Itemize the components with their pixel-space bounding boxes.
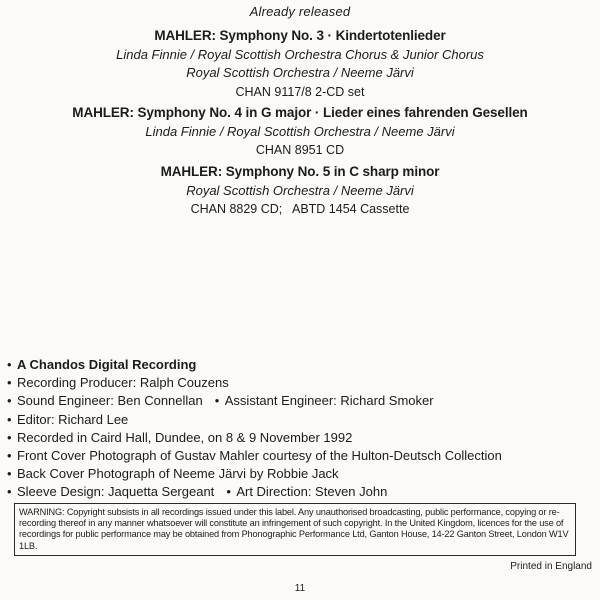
credit-recorded: Recorded in Caird Hall, Dundee, on 8 & 9 November 1992 — [17, 429, 353, 445]
bullet: • — [7, 466, 12, 482]
bullet: • — [7, 411, 12, 427]
already-released-heading: Already released — [249, 4, 351, 19]
credit-item — [7, 429, 597, 447]
credit-item — [7, 374, 597, 392]
credit-item — [7, 465, 597, 483]
page-number: 11 — [294, 583, 306, 594]
bullet: • — [7, 448, 12, 464]
credit-item — [7, 356, 597, 374]
release-title: MAHLER: Symphony No. 3 · Kindertotenlieder — [154, 28, 446, 43]
credit-sleeve-design: Sleeve Design: Jaquetta Sergeant — [17, 484, 215, 500]
release-title: MAHLER: Symphony No. 4 in G major · Lieder eines fahrenden Gesellen — [72, 105, 528, 120]
bullet: • — [7, 429, 12, 445]
credit-item — [7, 447, 597, 465]
credit-item — [7, 483, 597, 501]
printed-in-label: Printed in England — [510, 561, 592, 572]
release-performers: Linda Finnie / Royal Scottish Orchestra / Neeme Järvi — [145, 123, 455, 139]
release-catalogue: CHAN 9117/8 2-CD set — [235, 84, 365, 99]
release-entry — [0, 27, 600, 101]
credit-sound-engineer: Sound Engineer: Ben Connellan — [17, 393, 203, 409]
copyright-warning-box: WARNING: Copyright subsists in all recordings issued under this label. Any unauthorised broadcasting, public performance, copying or re-recording thereof in any manner whatsoever will constitute an infringement of such copyright. In the United Kingdom, licences for the use of recordings for public performance may be obtained from Phonographic Performance Ltd, Ganton House, 14-22 Ganton Street, London W1V 1LB. — [14, 503, 576, 556]
credit-front-cover: Front Cover Photograph of Gustav Mahler courtesy of the Hulton-Deutsch Collection — [17, 448, 502, 464]
credit-assistant-engineer: Assistant Engineer: Richard Smoker — [224, 393, 434, 409]
credits-list — [7, 356, 597, 502]
credit-item — [7, 392, 597, 410]
credit-art-direction: Art Direction: Steven John — [236, 484, 388, 500]
release-entry — [0, 163, 600, 219]
credit-digital-recording: A Chandos Digital Recording — [17, 357, 197, 372]
release-performers: Royal Scottish Orchestra / Neeme Järvi — [186, 182, 414, 198]
bullet: • — [226, 484, 231, 500]
credit-item — [7, 411, 597, 429]
bullet: • — [7, 484, 12, 500]
release-entry — [0, 104, 600, 160]
credit-editor: Editor: Richard Lee — [17, 411, 129, 427]
bullet: • — [7, 393, 12, 409]
bullet: • — [214, 393, 220, 409]
credit-back-cover: Back Cover Photograph of Neeme Järvi by Robbie Jack — [17, 466, 339, 482]
release-catalogue: CHAN 8829 CD; ABTD 1454 Cassette — [190, 202, 410, 216]
bullet: • — [7, 357, 12, 372]
release-performers: Royal Scottish Orchestra / Neeme Järvi — [186, 65, 414, 80]
release-catalogue: CHAN 8951 CD — [255, 143, 345, 157]
credit-producer: Recording Producer: Ralph Couzens — [17, 375, 229, 391]
release-title: MAHLER: Symphony No. 5 in C sharp minor — [160, 164, 440, 179]
bullet: • — [7, 375, 12, 391]
release-performers: Linda Finnie / Royal Scottish Orchestra Chorus & Junior Chorus — [116, 46, 484, 62]
